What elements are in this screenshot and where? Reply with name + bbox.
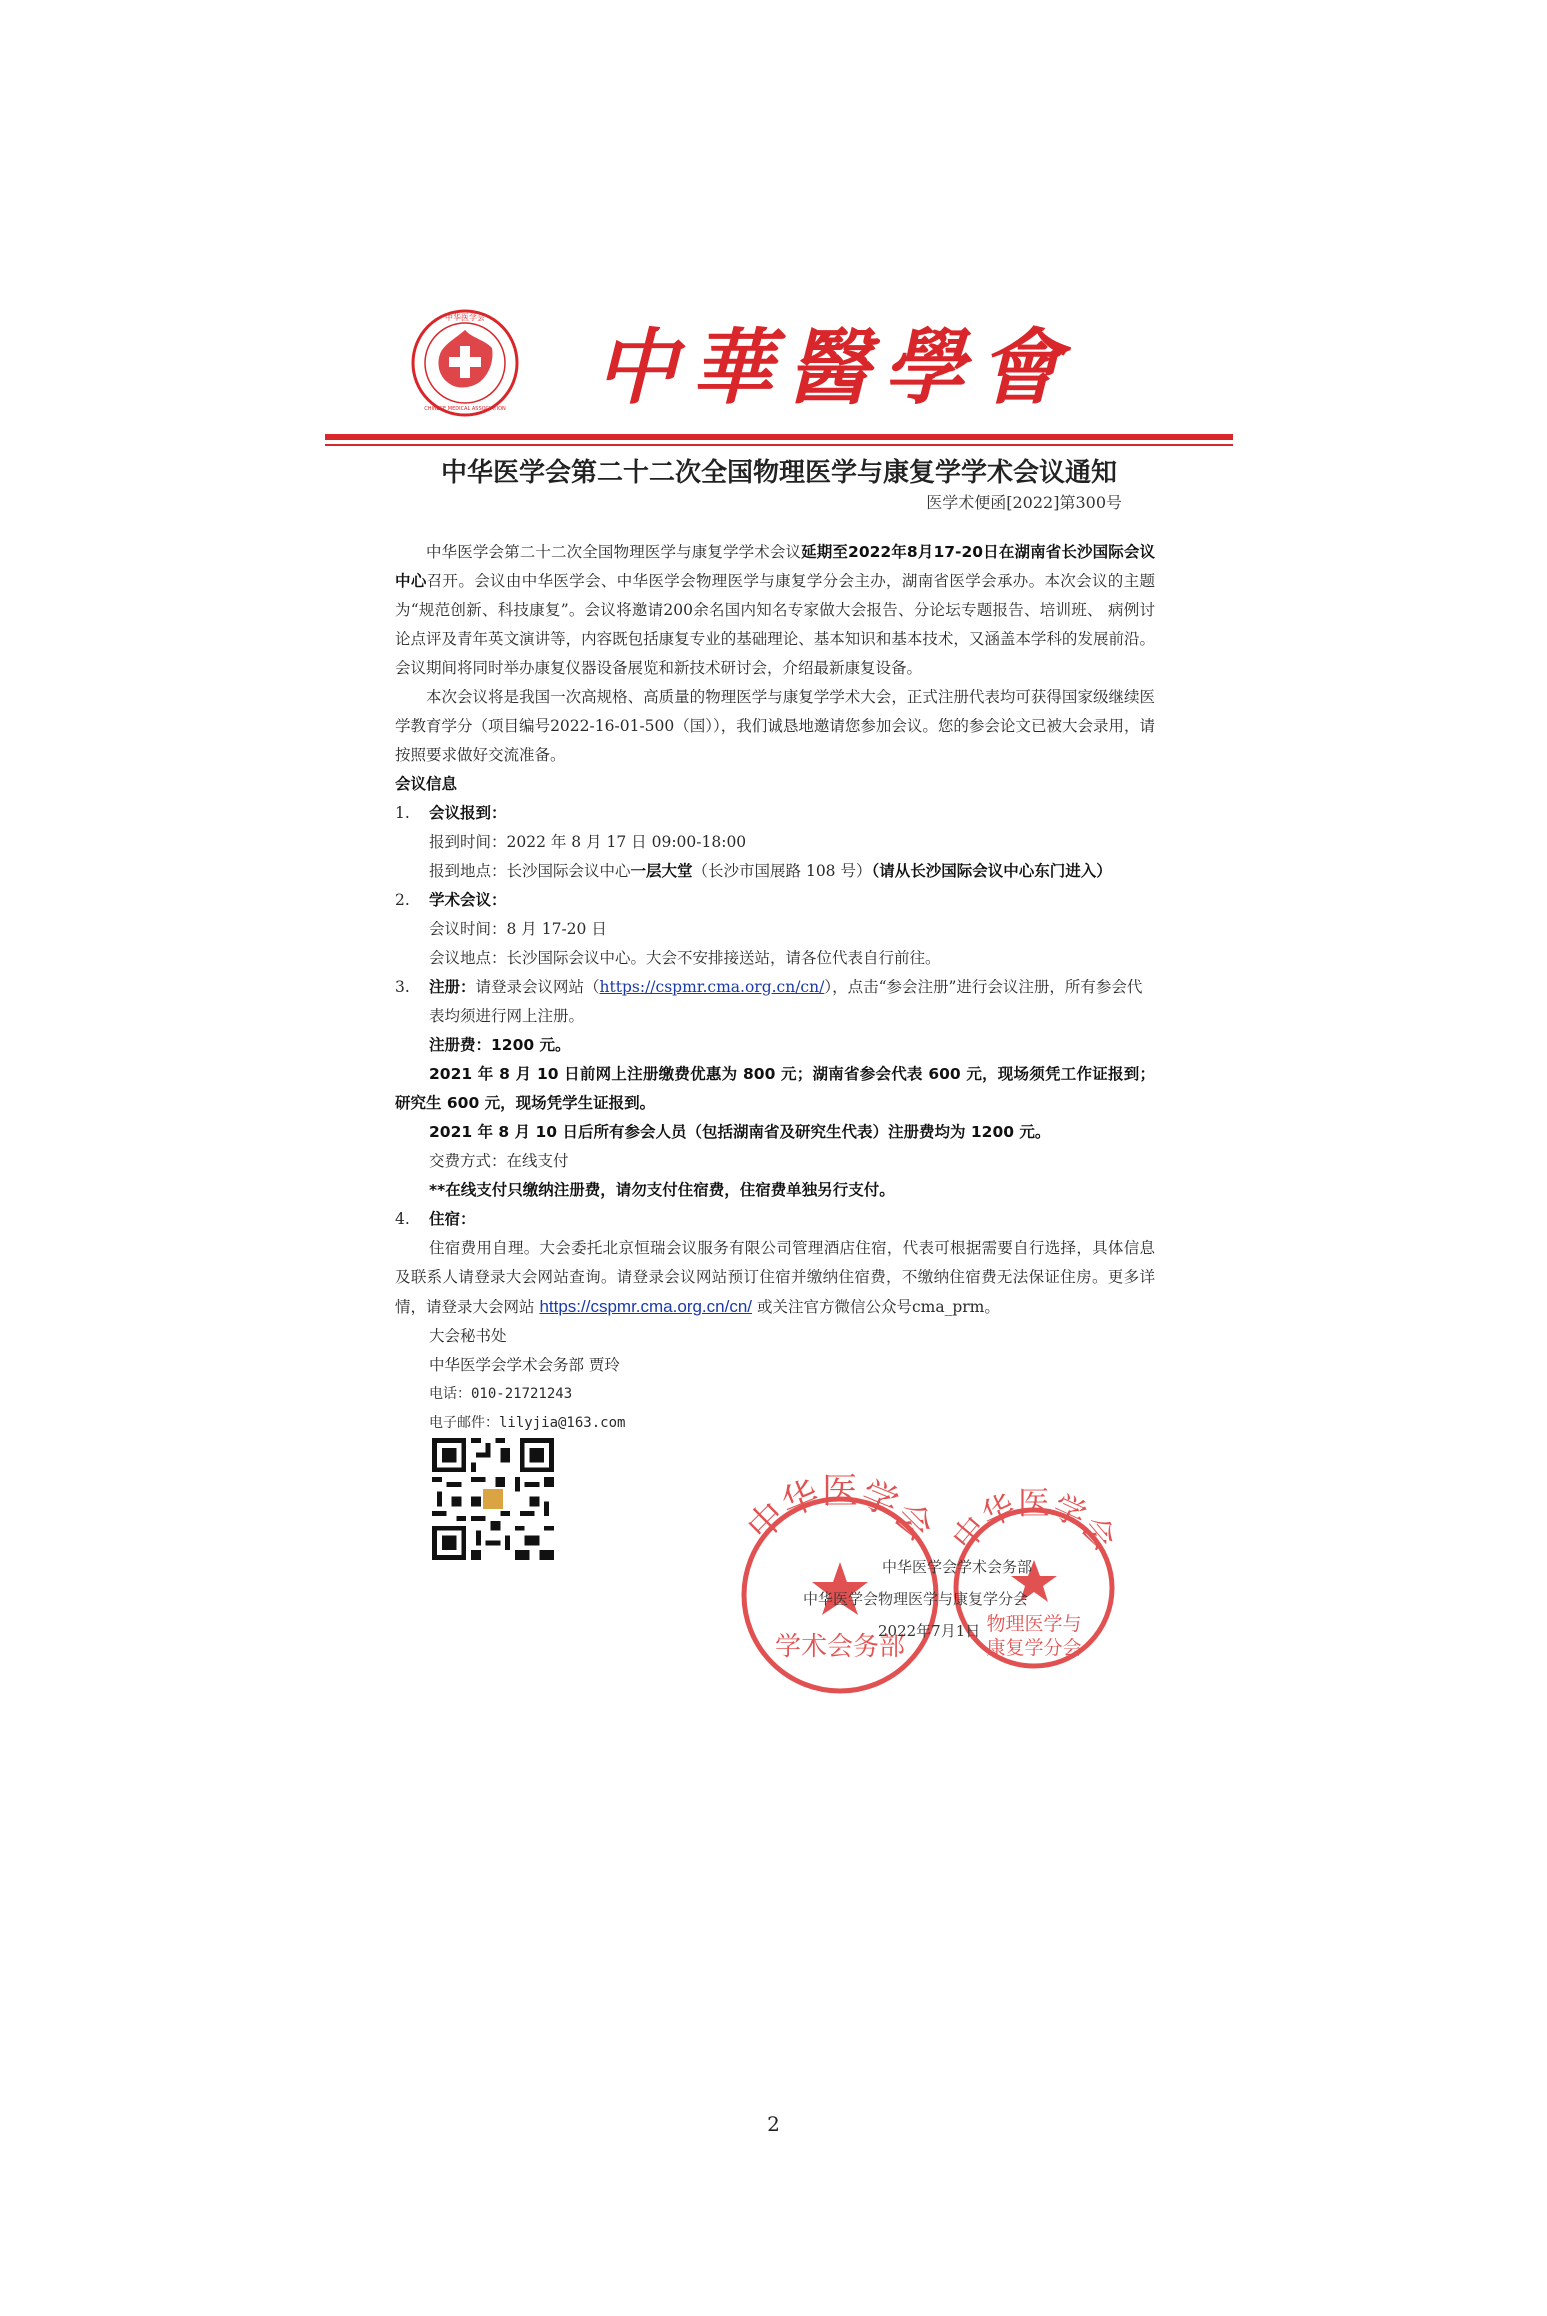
early-fee: 2021 年 8 月 10 日前网上注册缴费优惠为 800 元；湖南省参会代表 600 元，现场须凭工作证报到；研究生 600 元，现场凭学生证报到。 xyxy=(395,1065,1155,1112)
signatory-org-2: 中华医学会物理医学与康复学分会 xyxy=(803,1590,1029,1608)
emblem-text-cn: 中华医学会 xyxy=(445,313,485,322)
seal-2-bottom-text-1: 物理医学与 xyxy=(986,1613,1082,1635)
registration-link[interactable]: https://cspmr.cma.org.cn/cn/ xyxy=(599,978,825,996)
meeting-place: 会议地点：长沙国际会议中心。大会不安排接送站，请各位代表自行前往。 xyxy=(429,949,941,967)
info-heading: 会议信息 xyxy=(395,775,458,793)
intro-text-bold: 延期至2022年8月17-20日在湖南省长沙国际会议中心 xyxy=(395,543,1155,590)
seal-2-top-text: 中华医学会 xyxy=(944,1484,1124,1558)
document-title: 中华医学会第二十二次全国物理医学与康复学学术会议通知 xyxy=(440,458,1117,488)
section-checkin xyxy=(395,799,1155,828)
lodging-text xyxy=(395,1234,1155,1322)
cma-emblem-logo xyxy=(410,308,520,418)
document-body xyxy=(395,538,1155,1438)
checkin-place-c: （长沙市国展路 108 号） xyxy=(692,862,872,880)
checkin-place-b: 一层大堂 xyxy=(630,862,693,880)
calligraphy-logo xyxy=(590,318,1080,418)
document-number: 医学术便函[2022]第300号 xyxy=(926,493,1122,512)
secretariat-email: 电子邮件：lilyjia@163.com xyxy=(429,1415,626,1431)
registration-text-b: ），点击“参会注册”进行会议注册，所有参会代表均须进行网上注册。 xyxy=(429,978,1143,1025)
section-number: 1. xyxy=(395,804,410,822)
secretariat-phone: 电话：010-21721243 xyxy=(429,1386,573,1402)
secretariat-label: 大会秘书处 xyxy=(429,1327,507,1345)
signature-block xyxy=(710,1470,1180,1710)
payment-method: 交费方式：在线支付 xyxy=(429,1152,569,1170)
section-heading: 住宿： xyxy=(429,1210,476,1228)
signatory-org-1: 中华医学会学术会务部 xyxy=(882,1558,1033,1576)
section-lodging xyxy=(395,1205,1155,1234)
checkin-time: 报到时间：2022 年 8 月 17 日 09:00-18:00 xyxy=(429,833,747,851)
checkin-place-a: 报到地点：长沙国际会议中心 xyxy=(429,862,631,880)
meeting-time: 会议时间：8 月 17-20 日 xyxy=(429,920,607,938)
checkin-place xyxy=(395,857,1155,886)
section-number: 4. xyxy=(395,1210,410,1228)
section-academic xyxy=(395,886,1155,915)
invite-paragraph: 本次会议将是我国一次高规格、高质量的物理医学与康复学学术大会，正式注册代表均可获得国家级继续医学教育学分（项目编号2022-16-01-500（国）），我们诚恳地邀请您参加会议。您的参会论文已被大会录用，请按照要求做好交流准备。 xyxy=(395,688,1155,764)
section-number: 3. xyxy=(395,978,410,996)
intro-text-a: 中华医学会第二十二次全国物理医学与康复学学术会议 xyxy=(426,543,802,561)
section-registration xyxy=(395,973,1155,1031)
emblem-text-en: CHINESE MEDICAL ASSOCIATION xyxy=(424,406,506,412)
seal-1-bottom-text: 学术会务部 xyxy=(774,1632,906,1662)
registration-fee: 注册费：1200 元。 xyxy=(429,1036,571,1054)
signature-date: 2022年7月1日 xyxy=(878,1622,981,1640)
calligraphy-text: 中華醫學會 xyxy=(595,320,1075,416)
seal-1-top-text: 中华医学会 xyxy=(739,1471,941,1549)
lodging-text-a: 住宿费用自理。大会委托北京恒瑞会议服务有限公司管理酒店住宿，代表可根据需要自行选择，具体信息及联系人请登录大会网站查询。请登录会议网站预订住宿并缴纳住宿费，不缴纳住宿费无法保证住房。更多详情，请登录大会网站 xyxy=(395,1239,1155,1316)
intro-text-c: 召开。会议由中华医学会、中华医学会物理医学与康复学分会主办，湖南省医学会承办。本次会议的主题为“规范创新、科技康复”。会议将邀请200余名国内知名专家做大会报告、分论坛专题报告、培训班、 病例讨论点评及青年英文演讲等，内容既包括康复专业的基础理论、基本知识和基本技术，又涵盖本学科的发展前沿。会议期间将同时举办康复仪器设备展览和新技术研讨会，介绍最新康复设备。 xyxy=(395,572,1155,677)
section-heading: 学术会议： xyxy=(429,891,507,909)
section-number: 2. xyxy=(395,891,410,909)
qr-code[interactable] xyxy=(432,1438,554,1560)
seal-2-bottom-text-2: 康复学分会 xyxy=(986,1637,1082,1659)
intro-paragraph xyxy=(395,538,1155,683)
header-rule-thin xyxy=(325,444,1233,446)
registration-text-a: 请登录会议网站（ xyxy=(475,978,600,996)
late-fee: 2021 年 8 月 10 日后所有参会人员（包括湖南省及研究生代表）注册费均为 1200 元。 xyxy=(429,1123,1051,1141)
lodging-text-b: 或关注官方微信公众号cma_prm。 xyxy=(752,1298,1000,1316)
page-number: 2 xyxy=(767,2112,780,2136)
secretariat-dept: 中华医学会学术会务部 贾玲 xyxy=(429,1356,620,1374)
payment-note: **在线支付只缴纳注册费，请勿支付住宿费，住宿费单独另行支付。 xyxy=(429,1181,895,1199)
section-heading: 注册： xyxy=(429,978,476,996)
checkin-place-d: （请从长沙国际会议中心东门进入） xyxy=(871,862,1112,880)
header-rule xyxy=(325,434,1233,440)
lodging-link[interactable]: https://cspmr.cma.org.cn/cn/ xyxy=(539,1297,753,1316)
section-heading: 会议报到： xyxy=(429,804,507,822)
